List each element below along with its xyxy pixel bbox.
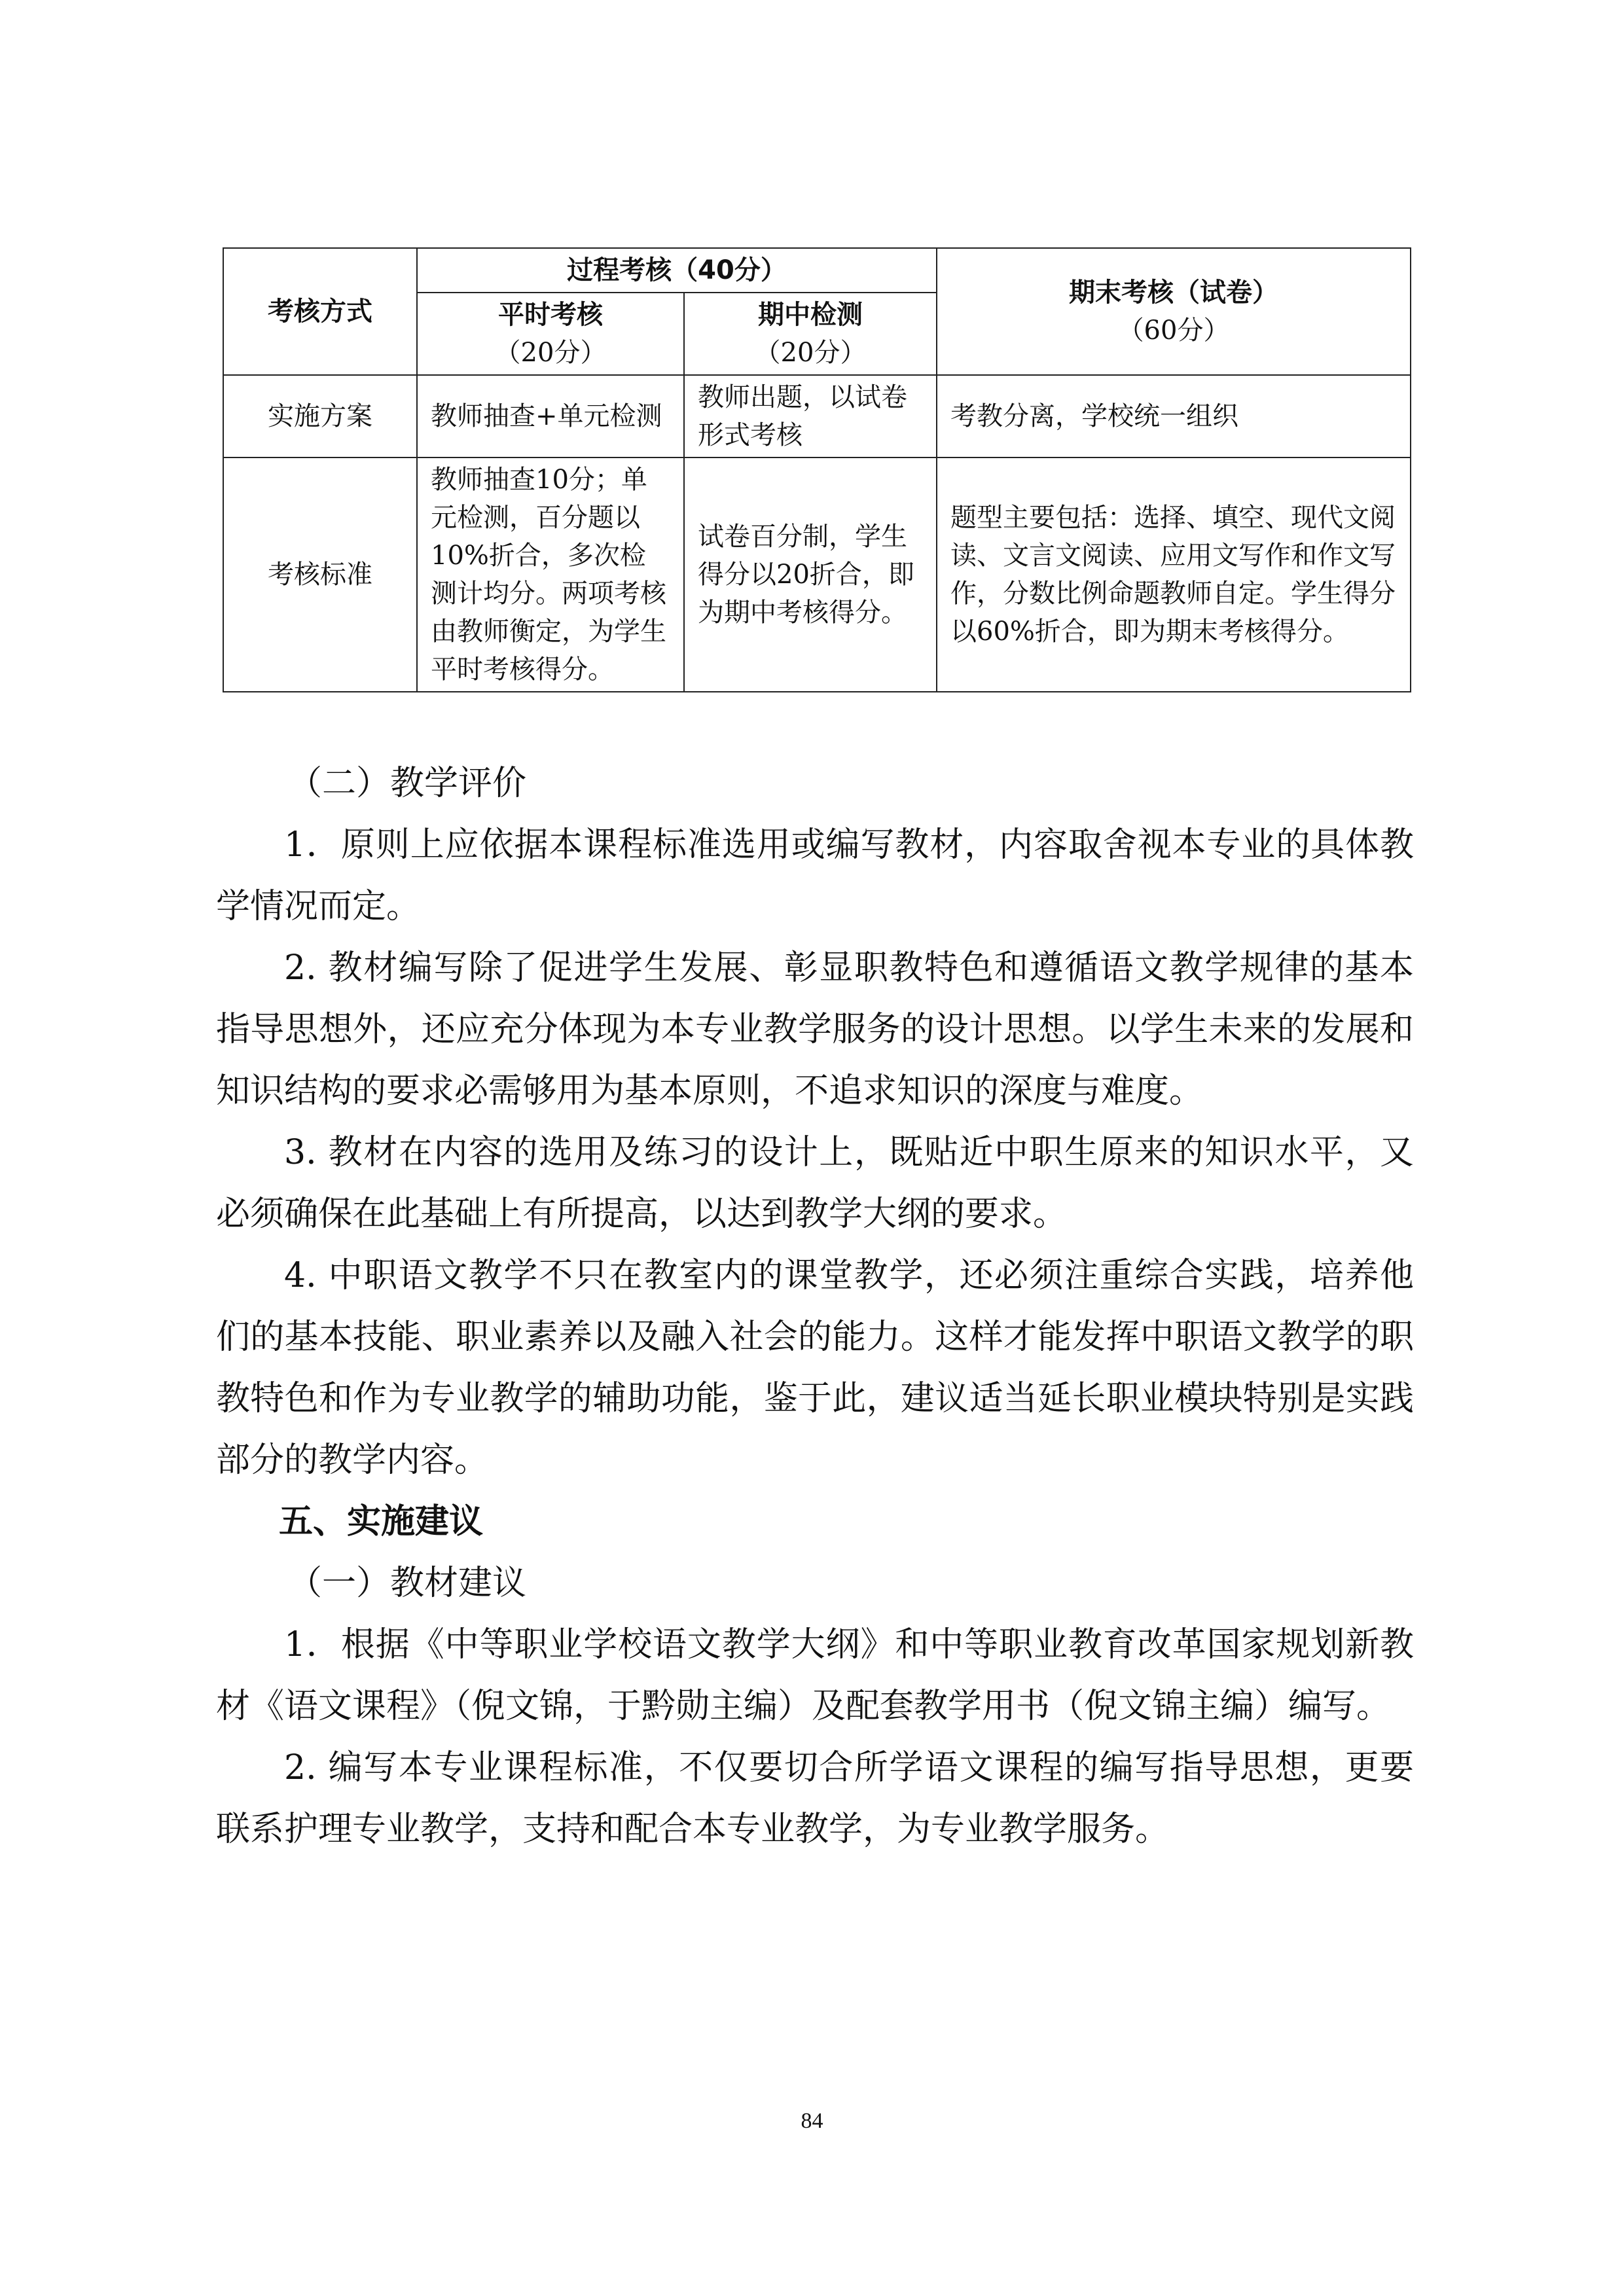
header-midterm-test xyxy=(684,293,937,375)
section-heading-implementation: 五、实施建议 xyxy=(279,1502,484,1541)
header-process-assessment: 过程考核（40分） xyxy=(417,248,937,293)
main-text xyxy=(216,753,1414,1860)
final-score: （60分） xyxy=(1117,315,1230,346)
cell-implementation-final: 考教分离，学校统一组织 xyxy=(937,375,1411,457)
cell-implementation-usual: 教师抽查+单元检测 xyxy=(417,375,684,457)
mid-score: （20分） xyxy=(754,338,867,368)
mid-title: 期中检测 xyxy=(758,300,863,330)
final-title: 期末考核（试卷） xyxy=(1069,278,1279,308)
row-label-implementation: 实施方案 xyxy=(223,375,417,457)
subheading-teaching-evaluation: （二）教学评价 xyxy=(288,764,527,803)
paragraph-4: 4. 中职语文教学不只在教室内的课堂教学，还必须注重综合实践，培养他们的基本技能、职业素养以及融入社会的能力。这样才能发挥中职语文教学的职教特色和作为专业教学的辅助功能，鉴于此，建议适当延长职业模块特别是实践部分的教学内容。 xyxy=(216,1256,1414,1480)
header-usual-assessment xyxy=(417,293,684,375)
paragraph-6: 2. 编写本专业课程标准，不仅要切合所学语文课程的编写指导思想，更要联系护理专业教学，支持和配合本专业教学，为专业教学服务。 xyxy=(216,1748,1414,1849)
usual-title: 平时考核 xyxy=(498,300,603,330)
cell-standard-mid: 试卷百分制，学生得分以20折合，即为期中考核得分。 xyxy=(684,457,937,692)
subheading-textbook-suggestions: （一）教材建议 xyxy=(288,1564,527,1603)
cell-implementation-mid: 教师出题，以试卷形式考核 xyxy=(684,375,937,457)
cell-standard-usual: 教师抽查10分；单元检测，百分题以10%折合，多次检测计均分。两项考核由教师衡定，为学生平时考核得分。 xyxy=(417,457,684,692)
table-row xyxy=(223,375,1411,457)
paragraph-1: 1．原则上应依据本课程标准选用或编写教材，内容取舍视本专业的具体教学情况而定。 xyxy=(216,825,1414,926)
paragraph-5: 1．根据《中等职业学校语文教学大纲》和中等职业教育改革国家规划新教材《语文课程》（倪文锦，于黔勋主编）及配套教学用书（倪文锦主编）编写。 xyxy=(216,1625,1414,1726)
table-row xyxy=(223,457,1411,692)
header-final-assessment xyxy=(937,248,1411,375)
row-label-standard: 考核标准 xyxy=(223,457,417,692)
page-number: 84 xyxy=(801,2109,823,2133)
assessment-table xyxy=(223,247,1411,692)
paragraph-3: 3. 教材在内容的选用及练习的设计上，既贴近中职生原来的知识水平，又必须确保在此基础上有所提高，以达到教学大纲的要求。 xyxy=(216,1133,1414,1234)
cell-standard-final: 题型主要包括：选择、填空、现代文阅读、文言文阅读、应用文写作和作文写作，分数比例命题教师自定。学生得分以60%折合，即为期末考核得分。 xyxy=(937,457,1411,692)
paragraph-2: 2. 教材编写除了促进学生发展、彰显职教特色和遵循语文教学规律的基本指导思想外，还应充分体现为本专业教学服务的设计思想。以学生未来的发展和知识结构的要求必需够用为基本原则，不追求知识的深度与难度。 xyxy=(216,948,1414,1111)
header-assessment-method: 考核方式 xyxy=(223,248,417,375)
usual-score: （20分） xyxy=(494,338,607,368)
